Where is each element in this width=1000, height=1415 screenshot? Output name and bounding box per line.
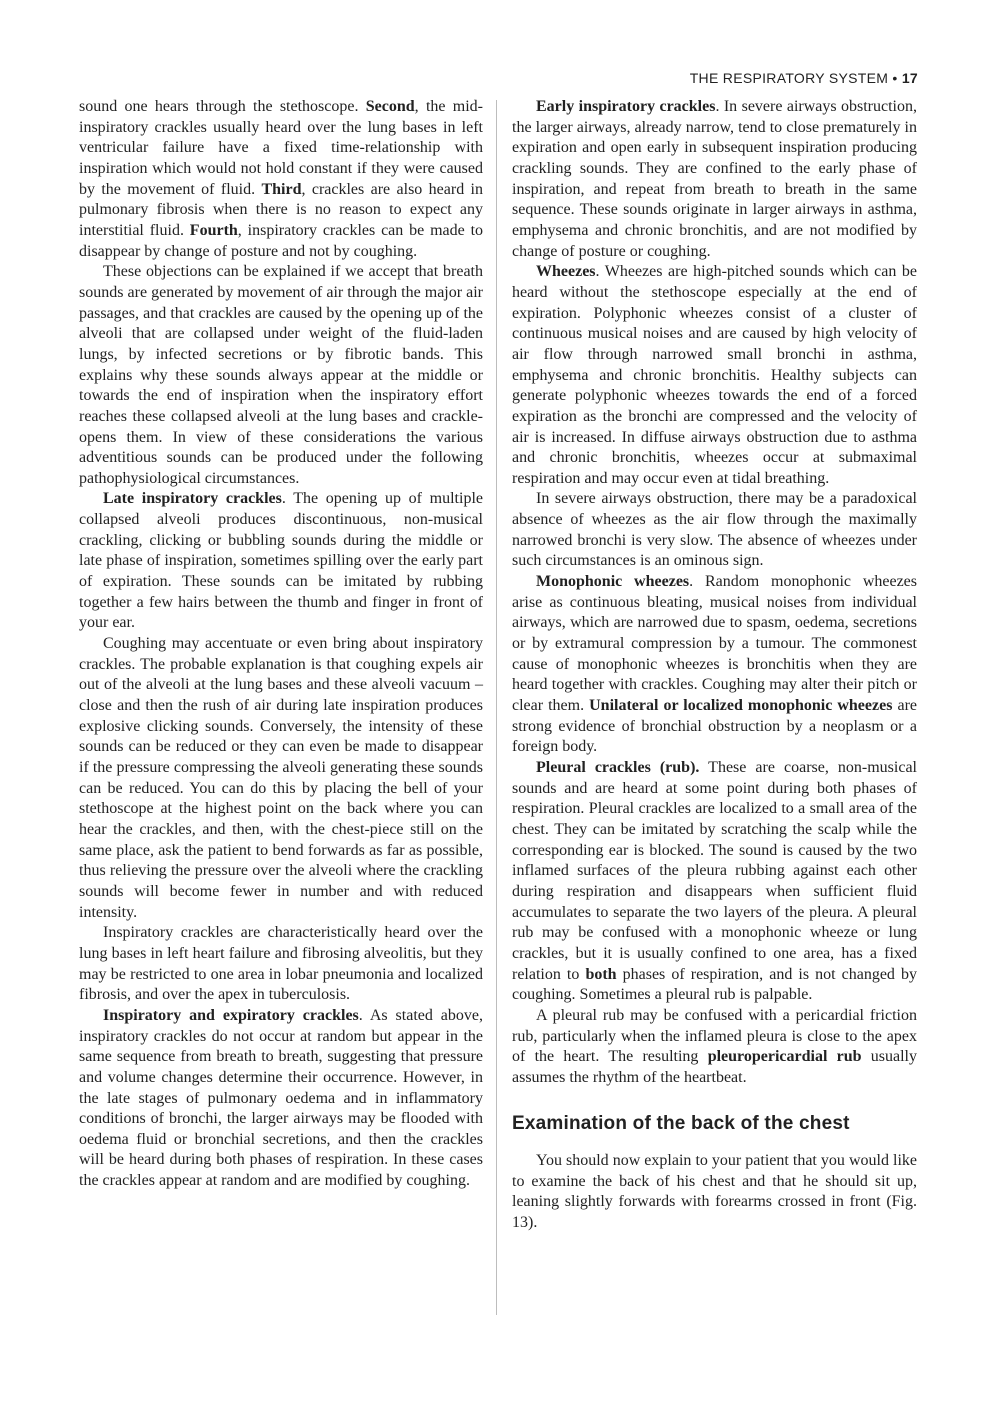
text: , inspiratory crackles can be made to disappear by change of posture and not by coughing. [79, 221, 484, 260]
text: These are coarse, non-musical sounds and are heard at some point during both phases of respiration. Pleural crackles are localized to a small area of the chest. They can be imitated by scratching the scalp while the corresponding ear is blocked. The sound is caused by the two inflamed surfaces of the pleura rubbing against each other during respiration and disappears when sufficient fluid accumulates to separate the two layers of the pleura. A pleural rub may be confused with a monophonic wheeze or lung crackles, but it is usually confined to one area, has a fixed relation to [512, 759, 918, 983]
paragraph: Coughing may accentuate or even bring about inspiratory crackles. The probable explanation is that coughing expels air out of the alveoli at the lung bases and these alveoli vacuum – close and then the rush of air during late inspiration produces explosive clicking sounds. Conversely, the intensity of these sounds can be reduced or they can even be made to disappear if the pressure compressing the alveoli generating these sounds can be reduced. You can do this by placing the bell of your stethoscope at the highest point on the back where you can hear the crackles, and then, with the chest-piece still on the same place, ask the patient to bend forwards as far as possible, thus relieving the pressure over the alveoli where the crackling sounds will become fewer in number and with reduced intensity. [79, 635, 483, 921]
text: . In severe airways obstruction, the larger airways, already narrow, tend to close prematurely in expiration and open early in subsequent inspiration producing crackling sounds. They are confined to the early phase of inspiration, and repeat from breath to breath in the same sequence. These sounds originate in larger airways in asthma, emphysema and chronic bronchitis, and are not modified by change of posture or coughing. [512, 98, 918, 260]
text: phases of respiration, and is not changed by coughing. Sometimes a pleural rub is palpable. [512, 965, 917, 1004]
bold-term: Wheezes [536, 263, 596, 281]
text: . As stated above, inspiratory crackles do not occur at random but appear in the same sequence from breath to breath, suggesting that pressure and volume changes determine their occurrence. However, in the late stages of pulmonary oedema and in inflammatory conditions of bronchi, the larger airways may be flooded with oedema fluid or bronchial secretions, and then the crackles will be heard during both phases of respiration. In these cases the crackles appear at random and are modified by coughing. [79, 1006, 484, 1190]
bold-term: Pleural crackles (rub). [536, 759, 700, 776]
column-divider [496, 100, 497, 1315]
text: are strong evidence of bronchial obstruction by a neoplasm or a foreign body. [512, 697, 918, 756]
bold-term: both [585, 965, 617, 983]
section-title: THE RESPIRATORY SYSTEM [689, 70, 889, 86]
paragraph [512, 1006, 917, 1089]
paragraph: You should now explain to your patient that you would like to examine the back of his chest and that he should sit up, leaning slightly forwards with forearms crossed in front (Fig. 13). [512, 1152, 917, 1232]
bold-term: pleuropericardial rub [707, 1048, 862, 1066]
paragraph: These objections can be explained if we accept that breath sounds are generated by movement of air through the major air passages, and that crackles are caused by the opening up of the alveoli that are collapsed under weight of the fluid-laden lungs, by infected secretions or by fibrotic bands. This explains why these sounds always appear at the middle or towards the end of inspiration when the inspiratory effort reaches these collapsed alveoli at the lung bases and crackle-opens them. In view of these considerations the various adventitious sounds can be produced under the following pathophysiological circumstances. [79, 263, 483, 487]
paragraph [79, 97, 483, 262]
text: . Random monophonic wheezes arise as continuous bleating, musical noises from individual airways, which are narrowed due to spasm, oedema, secretions or by extramural compression by a tumour. The commonest cause of monophonic wheezes is bronchitis when they are heard together with crackles. Coughing may alter their pitch or clear them. [512, 573, 918, 715]
paragraph [79, 489, 483, 634]
right-column [512, 97, 917, 1234]
left-column [79, 97, 483, 1192]
bold-term: Second [365, 98, 415, 115]
text: A pleural rub may be confused with a pericardial friction rub, particularly when the inflamed pleura is close to the apex of the heart. The resulting [512, 1006, 917, 1066]
text: . The opening up of multiple collapsed alveoli produces discontinuous, non-musical crackling, clicking or bubbling sounds during the middle or late phase of inspiration, sometimes spilling over the early part of expiration. These sounds can be imitated by rubbing together a few hairs between the thumb and finger in front of your ear. [79, 490, 483, 632]
paragraph [512, 758, 917, 1006]
page-number: 17 [901, 70, 918, 86]
section-heading: Examination of the back of the chest [512, 1112, 850, 1134]
paragraph: Inspiratory crackles are characteristically heard over the lung bases in left heart failure and fibrosing alveolitis, but they may be restricted to one area in lobar pneumonia and localized fibrosis, and over the apex in tuberculosis. [79, 924, 483, 1004]
bold-term: Late inspiratory crackles [103, 490, 282, 508]
text: usually assumes the rhythm of the heartbeat. [512, 1048, 917, 1086]
paragraph [512, 572, 917, 758]
bold-term: Unilateral or localized monophonic wheezes [589, 697, 893, 715]
bold-term: Inspiratory and expiratory crackles [103, 1006, 359, 1024]
paragraph: In severe airways obstruction, there may be a paradoxical absence of wheezes as the air flow through the maximally narrowed bronchi is very slow. The absence of wheezes under such circumstances is an ominous sign. [512, 490, 917, 570]
running-header [690, 70, 918, 86]
bold-term: Early inspiratory crackles [536, 98, 716, 115]
bold-term: Fourth [189, 221, 238, 239]
text: sound one hears through the stethoscope. [79, 98, 366, 115]
text: , crackles are also heard in pulmonary fibrosis when there is no reason to expect any interstitial fluid. [79, 180, 484, 239]
paragraph [512, 97, 917, 262]
text: . Wheezes are high-pitched sounds which can be heard without the stethoscope especially at the end of expiration. Polyphonic wheezes consist of a cluster of continuous musical noises and are caused by high velocity of air flow through narrowed small bronchi in asthma, emphysema and chronic bronchitis. Healthy subjects can generate polyphonic wheezes towards the end of a forced expiration as the bronchi are compressed and the velocity of air is increased. In diffuse airways obstruction due to asthma and chronic bronchitis, wheezes occur at submaximal respiration and may occur even at tidal breathing. [512, 263, 917, 487]
paragraph [512, 262, 917, 489]
text: , the mid-inspiratory crackles usually heard over the lung bases in left ventricular failure have a fixed time-relationship with inspiration which would not hold constant if they were caused by the movement of fluid. [79, 98, 484, 198]
header-bullet: • [892, 70, 898, 86]
bold-term: Monophonic wheezes [536, 573, 690, 591]
bold-term: Third [261, 180, 302, 198]
paragraph [79, 1006, 483, 1192]
